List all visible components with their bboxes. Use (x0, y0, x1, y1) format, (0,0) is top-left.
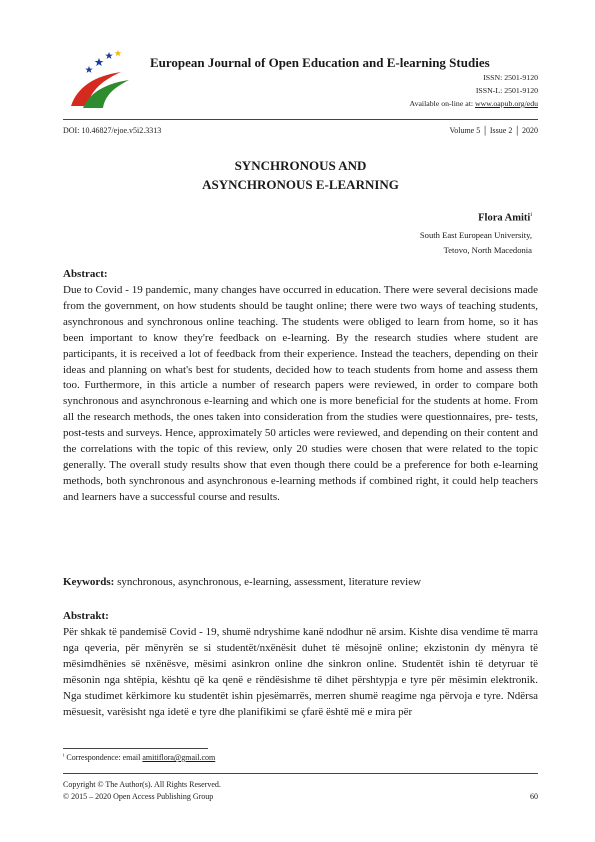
affiliation-university: South East European University, (419, 230, 532, 240)
logo-stars (85, 50, 121, 73)
author-footnote-mark: i (530, 212, 532, 218)
author-name (478, 212, 532, 224)
availability-line (410, 99, 538, 108)
footer-rule (63, 773, 538, 774)
issn-l: ISSN-L: 2501-9120 (475, 86, 538, 95)
correspondence-footnote (63, 753, 215, 762)
footnote-mark: i (63, 753, 65, 759)
correspondence-email-link[interactable]: amitiflora@gmail.com (142, 753, 216, 762)
correspondence-label: Correspondence: email (66, 753, 143, 762)
abstract-heading: Abstract: (63, 268, 108, 280)
paper-title-line1: SYNCHRONOUS AND (234, 158, 367, 173)
journal-title: European Journal of Open Education and E-learning Studies (150, 55, 490, 70)
volume-issue: Volume 5 │ Issue 2 │ 2020 (449, 126, 538, 135)
footnote-rule (63, 748, 208, 749)
keywords-text: synchronous, asynchronous, e-learning, assessment, literature review (114, 576, 422, 588)
journal-logo (63, 50, 141, 110)
doi: DOI: 10.46827/ejoe.v5i2.3313 (63, 126, 162, 135)
available-label: Available on-line at: (409, 99, 475, 108)
publisher-line: © 2015 – 2020 Open Access Publishing Group (63, 792, 214, 801)
abstract-text: Due to Covid - 19 pandemic, many changes have occurred in education. There were several decisions made from the government, on how students should be taught online; there were two ways of teaching students, asynchronous and synchronous online teaching. The students were obliged to learn from home, so it has been important to know they're feedback on e-learning. By the research studies where student are participants, it is received a lot of feedback from their experience. Instead the teachers, depending on their ideas and planning on what's best for students, decided how to teach students from home and assess them too. Furthermore, in this article a number of research papers were reviewed, in order to compare both synchronous and asynchronous e-learning and which one is more beneficial for the students at home. From all the research methods, the ones taken into consideration from the studies were questionnaires, pre- tests, post-tests and surveys. Hence, approximately 50 articles were reviewed, and depending on their content and the correlations with the topic of this review, only 20 studies were chosen that were related to the topic generally. The overall study results show that even though there could be a preference for both e-learning methods, both synchronous and asynchronous e-learning methods if combined right, it could help teachers and learners have a successful course and results. (63, 284, 538, 503)
paper-title-line2: ASYNCHRONOUS E-LEARNING (202, 177, 399, 192)
journal-url-link[interactable]: www.oapub.org/edu (474, 99, 538, 108)
abstrakt-heading: Abstrakt: (63, 610, 109, 622)
copyright-line: Copyright © The Author(s). All Rights Reserved. (63, 780, 221, 789)
keywords-line (63, 576, 421, 588)
affiliation-location: Tetovo, North Macedonia (443, 245, 532, 255)
abstrakt-text: Për shkak të pandemisë Covid - 19, shumë ndryshime kanë ndodhur në arsim. Kishte disa vendime të marra nga qeveria, për mënyrën se si studentët/nxënësit duhet të mësojnë online; ekzistonin dy mënyra të mësimdhënies së nxënësve, mësimi asinkron online dhe sinkron online. Studentët ishin të detyruar të mësonin nga shtëpia, kështu që ka qenë e rëndësishme të dihet përshtypja e tyre për mësimin elektronik. Nga studimet kërkimore ku studentët ishin pjesëmarrës, merren shumë reagime nga përvoja e tyre. Ndërsa mësuesit, varësisht nga idetë e tyre dhe planifikimi se çfarë është më e mira për (63, 626, 538, 718)
page-number: 60 (530, 792, 538, 801)
header-rule (63, 119, 538, 120)
issn: ISSN: 2501-9120 (483, 73, 538, 82)
author-name-text: Flora Amiti (478, 212, 531, 224)
keywords-label: Keywords: (63, 576, 115, 588)
